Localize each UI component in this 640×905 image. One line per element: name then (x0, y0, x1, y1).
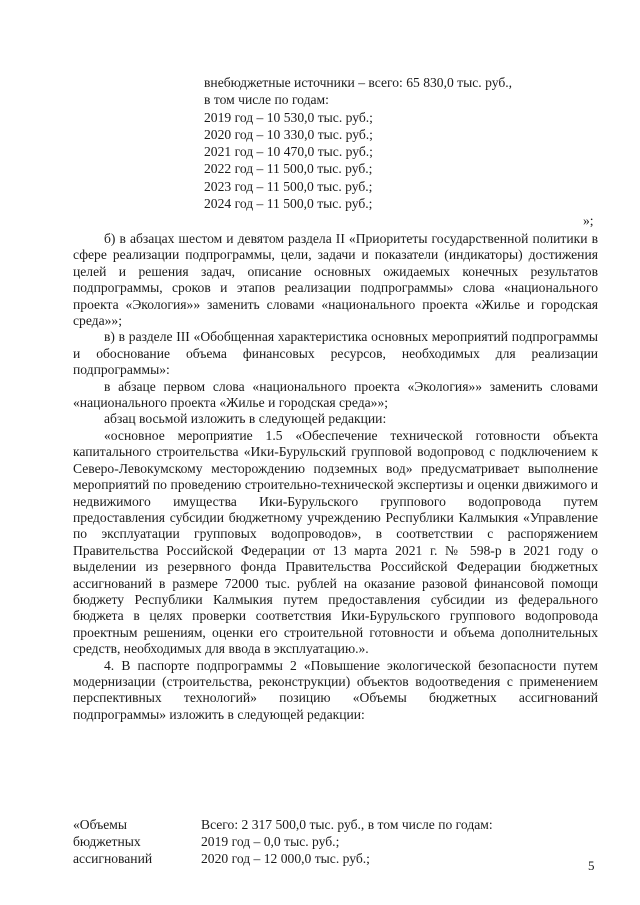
table-value-cell: 2020 год – 12 000,0 тыс. руб.; (201, 851, 370, 866)
table-label-cell: «Объемы (73, 817, 127, 832)
financing-line: 2023 год – 11 500,0 тыс. руб.; (204, 178, 373, 194)
paragraph: б) в абзацах шестом и девятом раздела II «Приоритеты государственной политики в сфере реализации подпрограммы, цели, задачи и показатели (индикаторы) достижения целей и решения задач, описание основных ожидаемых конечных результатов подпрограммы, сроков и этапов реализации подпрограммы» слова «национального проекта «Экология»» заменить словами «национального проекта «Жилье и городская среда»»; (73, 231, 598, 329)
financing-line: в том числе по годам: (204, 92, 329, 108)
financing-line: 2021 год – 10 470,0 тыс. руб.; (204, 144, 373, 160)
closing-quote: »; (583, 213, 594, 228)
financing-line: 2022 год – 11 500,0 тыс. руб.; (204, 161, 373, 177)
financing-line: внебюджетные источники – всего: 65 830,0 тыс. руб., (204, 75, 513, 90)
table-value-cell: Всего: 2 317 500,0 тыс. руб., в том числе по годам: (201, 817, 493, 832)
table-row (73, 833, 598, 850)
budget-table (73, 816, 598, 867)
paragraph: в абзаце первом слова «национального проекта «Экология»» заменить словами «национального проекта «Жилье и городская среда»»; (73, 378, 598, 411)
body-text (73, 231, 598, 723)
table-label-cell: бюджетных (73, 834, 141, 849)
paragraph: 4. В паспорте подпрограммы 2 «Повышение экологической безопасности путем модернизации (строительства, реконструкции) объектов водоотведения с применением перспективных технологий» позицию «Объемы бюджетных ассигнований подпрограммы» изложить в следующей редакции: (73, 657, 598, 722)
table-row (73, 816, 598, 833)
paragraph: в) в разделе III «Обобщенная характеристика основных мероприятий подпрограммы и обоснование объема финансовых ресурсов, необходимых для реализации подпрограммы»: (73, 329, 598, 378)
paragraph: «основное мероприятие 1.5 «Обеспечение технической готовности объекта капитального строительства «Ики-Бурульский групповой водопровод с подключением к Северо-Левокумскому месторождению подземных вод» предусматривает выполнение мероприятий по проведению строительно-технической экспертизы и оценки движимого и недвижимого имущества Ики-Бурульского группового водопровода путем предоставления субсидии бюджетному учреждению Республики Калмыкия «Управление по эксплуатации групповых водопроводов», в соответствии с распоряжением Правительства Российской Федерации от 13 марта 2021 г. № 598-р в 2021 году о выделении из резервного фонда Правительства Российской Федерации бюджетных ассигнований в размере 72000 тыс. рублей на оказание разовой финансовой помощи бюджету Республики Калмыкия путем предоставления субсидии из федерального бюджета в целях проверки соответствия Ики-Бурульского группового водопровода проектным решениям, оценки его строительной готовности и объема дополнительных средств, необходимых для ввода в эксплуатацию.». (73, 427, 598, 657)
table-row (73, 850, 598, 867)
financing-line: 2024 год – 11 500,0 тыс. руб.; (204, 196, 373, 212)
financing-line: 2020 год – 10 330,0 тыс. руб.; (204, 126, 373, 142)
table-label-cell: ассигнований (73, 851, 153, 866)
financing-line: 2019 год – 10 530,0 тыс. руб.; (204, 109, 373, 125)
table-value-cell: 2019 год – 0,0 тыс. руб.; (201, 834, 340, 849)
page-number: 5 (588, 858, 595, 873)
financing-block (204, 74, 512, 212)
paragraph: абзац восьмой изложить в следующей редакции: (104, 411, 387, 427)
